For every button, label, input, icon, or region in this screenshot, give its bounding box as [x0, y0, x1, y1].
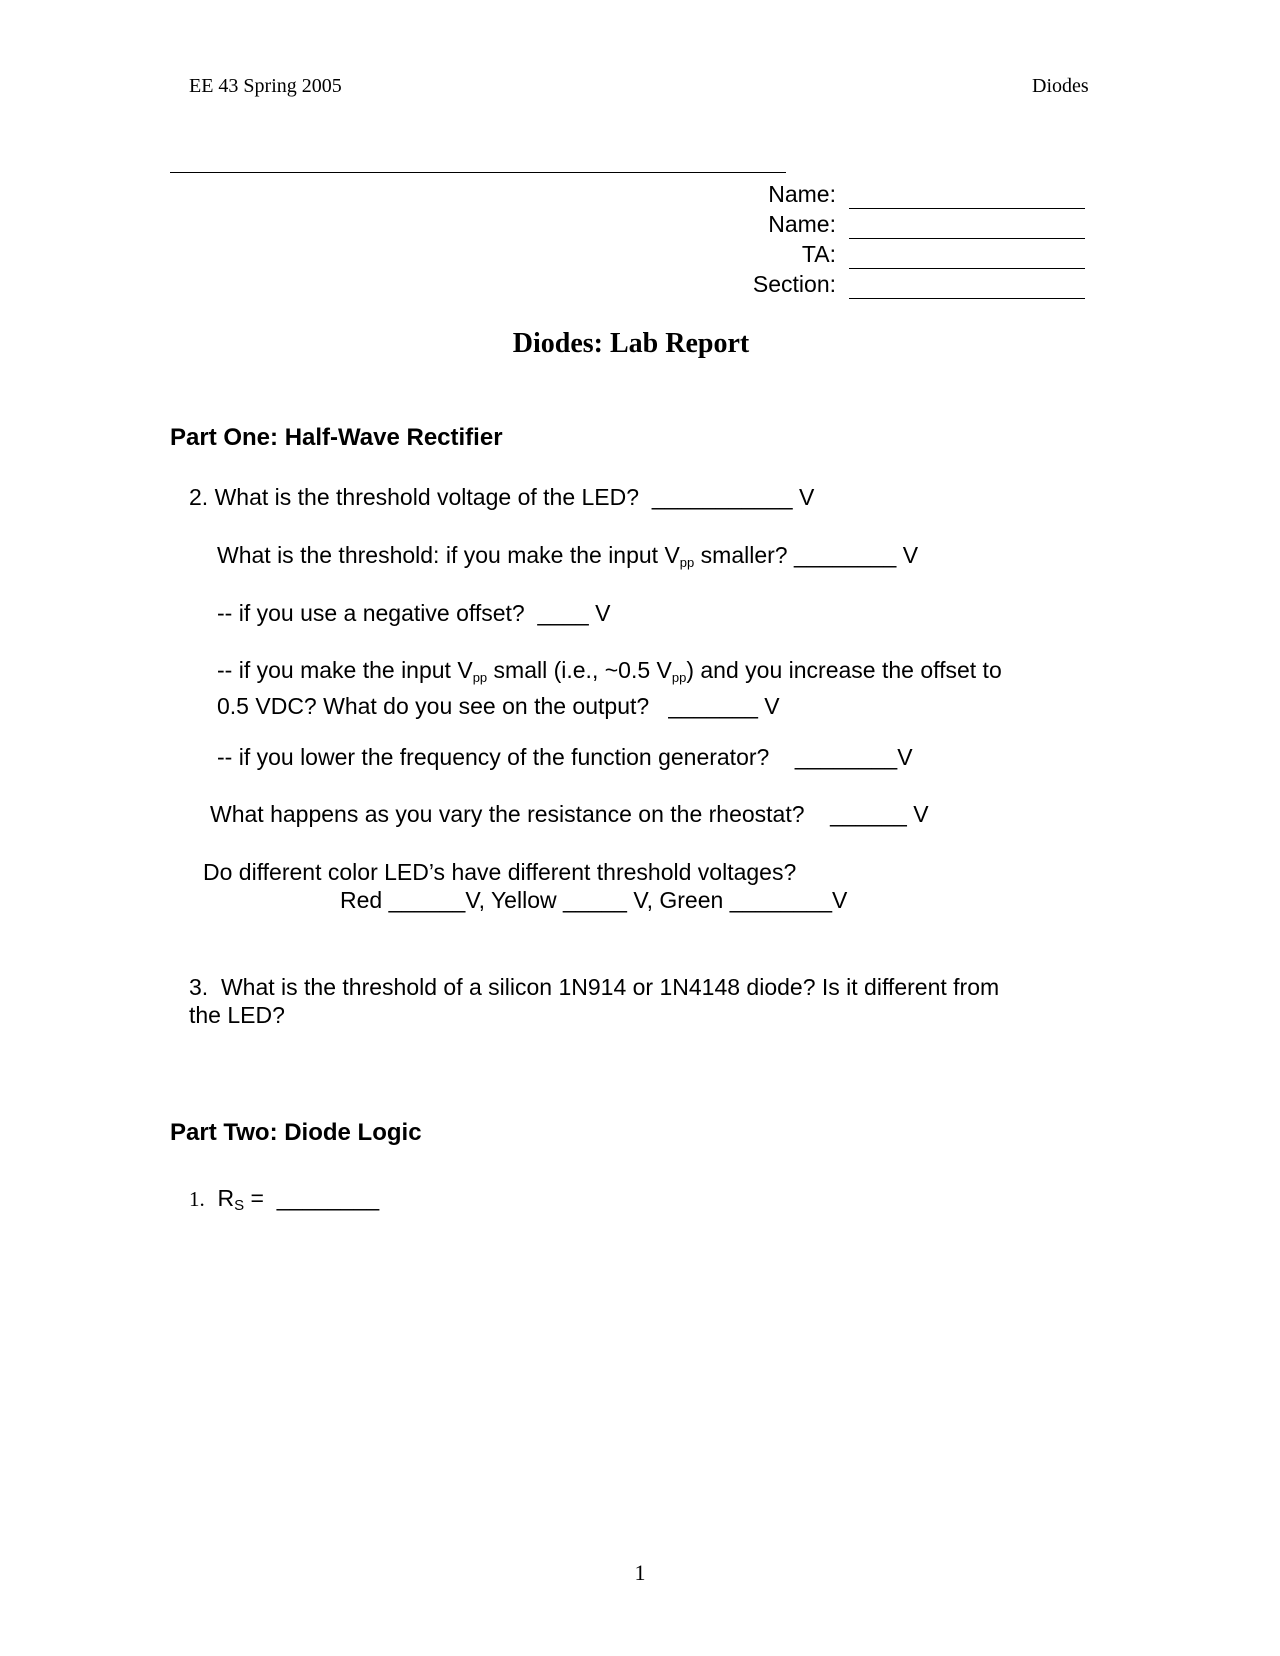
question-text: What is the threshold voltage of the LED?	[214, 484, 640, 510]
field-label-name-1: Name:	[768, 181, 836, 207]
color-label-yellow: Yellow	[490, 887, 557, 913]
page-number: 1	[634, 1560, 646, 1585]
header-topic: Diodes	[1032, 75, 1089, 97]
answer-blank-red[interactable]: ______	[388, 887, 466, 913]
question-text: What is the threshold of a silicon 1N914 or 1N4148 diode? Is it different from	[220, 974, 1000, 1000]
question-2a	[217, 541, 918, 577]
header-course: EE 43 Spring 2005	[189, 75, 342, 97]
answer-blank[interactable]: _______	[668, 693, 758, 719]
answer-blank[interactable]: ________	[794, 744, 898, 770]
part-one-heading: Part One: Half-Wave Rectifier	[170, 424, 503, 451]
question-text: What is the threshold: if you make the input V	[217, 542, 680, 568]
question-2e	[210, 800, 929, 828]
question-number: 1.	[189, 1187, 205, 1211]
subscript: pp	[679, 555, 695, 570]
question-number: 2.	[189, 484, 209, 510]
question-2c	[217, 656, 1002, 720]
question-text: -- if you use a negative offset?	[217, 600, 525, 626]
part-two-question-1	[189, 1184, 379, 1220]
question-text: What happens as you vary the resistance on the rheostat?	[210, 801, 805, 827]
answer-blank-yellow[interactable]: _____	[563, 887, 627, 913]
question-text: -- if you make the input V	[217, 657, 473, 683]
unit-label: V	[902, 542, 919, 568]
answer-blank-green[interactable]: ________	[729, 887, 833, 913]
unit-label: V	[913, 801, 929, 827]
answer-blank[interactable]: ________	[276, 1185, 380, 1211]
question-text: small (i.e., ~0.5 V	[487, 657, 672, 683]
unit-label: V	[764, 693, 780, 719]
question-2	[189, 483, 814, 511]
question-text: 0.5 VDC? What do you see on the output?	[217, 693, 650, 719]
question-text: -- if you lower the frequency of the function generator?	[217, 744, 770, 770]
question-text: smaller?	[694, 542, 788, 568]
question-text: Do different color LED’s have different threshold voltages?	[203, 859, 797, 885]
answer-blank[interactable]: ________	[793, 542, 897, 568]
name-2-blank[interactable]	[849, 238, 1085, 239]
unit-label: V,	[465, 887, 485, 913]
color-label-green: Green	[659, 887, 724, 913]
question-2b	[217, 599, 610, 627]
field-label-name-2: Name:	[768, 211, 836, 237]
name-1-blank[interactable]	[849, 208, 1085, 209]
color-label-red: Red	[340, 887, 383, 913]
top-rule	[170, 172, 786, 173]
field-label-section: Section:	[752, 271, 836, 297]
answer-blank[interactable]: ____	[537, 600, 589, 626]
unit-label: V,	[633, 887, 653, 913]
question-text: ) and you increase the offset to	[686, 657, 1002, 683]
unit-label: V	[798, 484, 815, 510]
subscript: pp	[671, 670, 687, 685]
variable: R	[217, 1185, 235, 1211]
question-text: the LED?	[189, 1002, 285, 1028]
question-2d	[217, 743, 913, 771]
field-label-ta: TA:	[801, 241, 836, 267]
question-3	[189, 973, 999, 1029]
section-blank[interactable]	[849, 298, 1085, 299]
unit-label: V	[832, 887, 848, 913]
question-2f-colors	[340, 886, 847, 914]
question-number: 3.	[189, 974, 209, 1000]
equals: =	[244, 1185, 264, 1211]
question-2f	[203, 858, 796, 886]
unit-label: V	[595, 600, 611, 626]
part-two-heading: Part Two: Diode Logic	[170, 1119, 422, 1146]
answer-blank[interactable]: ______	[830, 801, 907, 827]
page-title: Diodes: Lab Report	[512, 328, 750, 359]
unit-label: V	[897, 744, 913, 770]
subscript: pp	[472, 670, 488, 685]
subscript: S	[234, 1197, 245, 1214]
answer-blank[interactable]: ___________	[651, 484, 793, 510]
ta-blank[interactable]	[849, 268, 1085, 269]
